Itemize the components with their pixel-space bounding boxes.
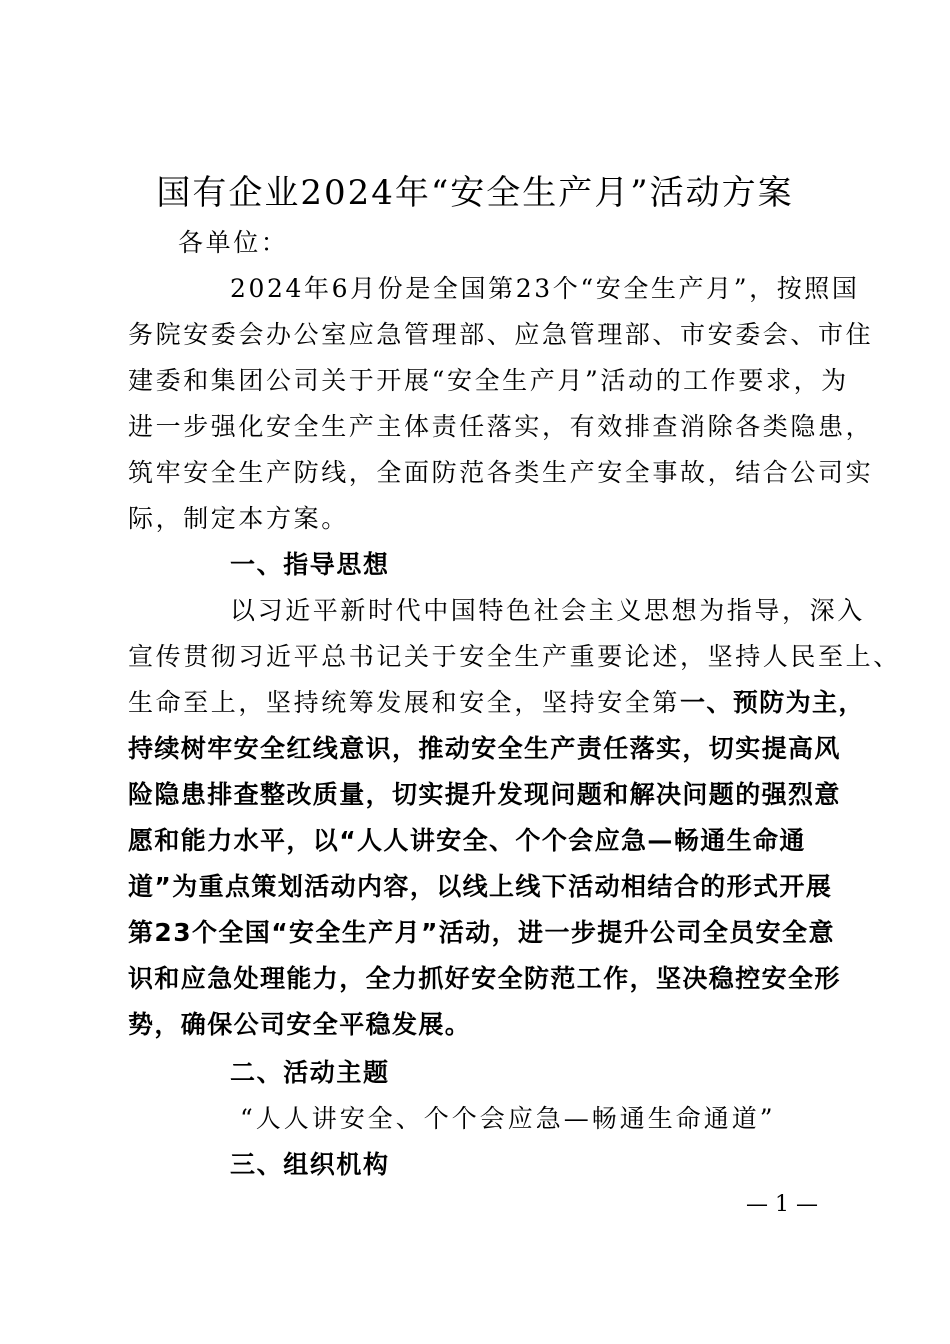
- emphasized-line: 险隐患排查整改质量，切实提升发现问题和解决问题的强烈意: [128, 780, 841, 809]
- intro-line: 建委和集团公司关于开展“安全生产月”活动的工作要求，为: [128, 366, 849, 395]
- intro-line: 务院安委会办公室应急管理部、应急管理部、市安委会、市住: [128, 320, 874, 349]
- emphasized-line: 持续树牢安全红线意识，推动安全生产责任落实，切实提高风: [128, 734, 841, 763]
- section-heading: 二、活动主题: [230, 1058, 390, 1087]
- emphasized-line: 道”为重点策划活动内容，以线上线下活动相结合的形式开展: [128, 872, 833, 901]
- paragraph-line: 以习近平新时代中国特色社会主义思想为指导，深入: [230, 596, 865, 625]
- page-number: — 1 —: [746, 1192, 818, 1217]
- emphasized-line: 第23个全国“安全生产月”活动，进一步提升公司全员安全意: [128, 918, 835, 947]
- theme-text: “人人讲安全、个个会应急—畅通生命通道”: [240, 1104, 776, 1133]
- salutation: 各单位：: [178, 228, 289, 257]
- section-heading: 一、指导思想: [230, 550, 390, 579]
- emphasized-line: 愿和能力水平，以“人人讲安全、个个会应急—畅通生命通: [128, 826, 806, 855]
- emphasized-line: 势，确保公司安全平稳发展。: [128, 1010, 472, 1039]
- emphasized-text: 一、预防为主，: [680, 688, 865, 717]
- intro-line: 际，制定本方案。: [128, 504, 349, 533]
- paragraph-line: [128, 680, 865, 726]
- intro-line: 筑牢安全生产防线，全面防范各类生产安全事故，结合公司实: [128, 458, 874, 487]
- paragraph-line: 宣传贯彻习近平总书记关于安全生产重要论述，坚持人民至上、: [128, 642, 901, 671]
- document-title: 国有企业2024年“安全生产月”活动方案: [156, 173, 794, 213]
- emphasized-line: 识和应急处理能力，全力抓好安全防范工作，坚决稳控安全形: [128, 964, 841, 993]
- section-heading: 三、组织机构: [230, 1150, 390, 1179]
- paragraph-text: 生命至上，坚持统筹发展和安全，坚持安全第: [128, 688, 681, 717]
- intro-line: 2024年6月份是全国第23个“安全生产月”，按照国: [230, 274, 860, 303]
- intro-line: 进一步强化安全生产主体责任落实，有效排查消除各类隐患，: [128, 412, 874, 441]
